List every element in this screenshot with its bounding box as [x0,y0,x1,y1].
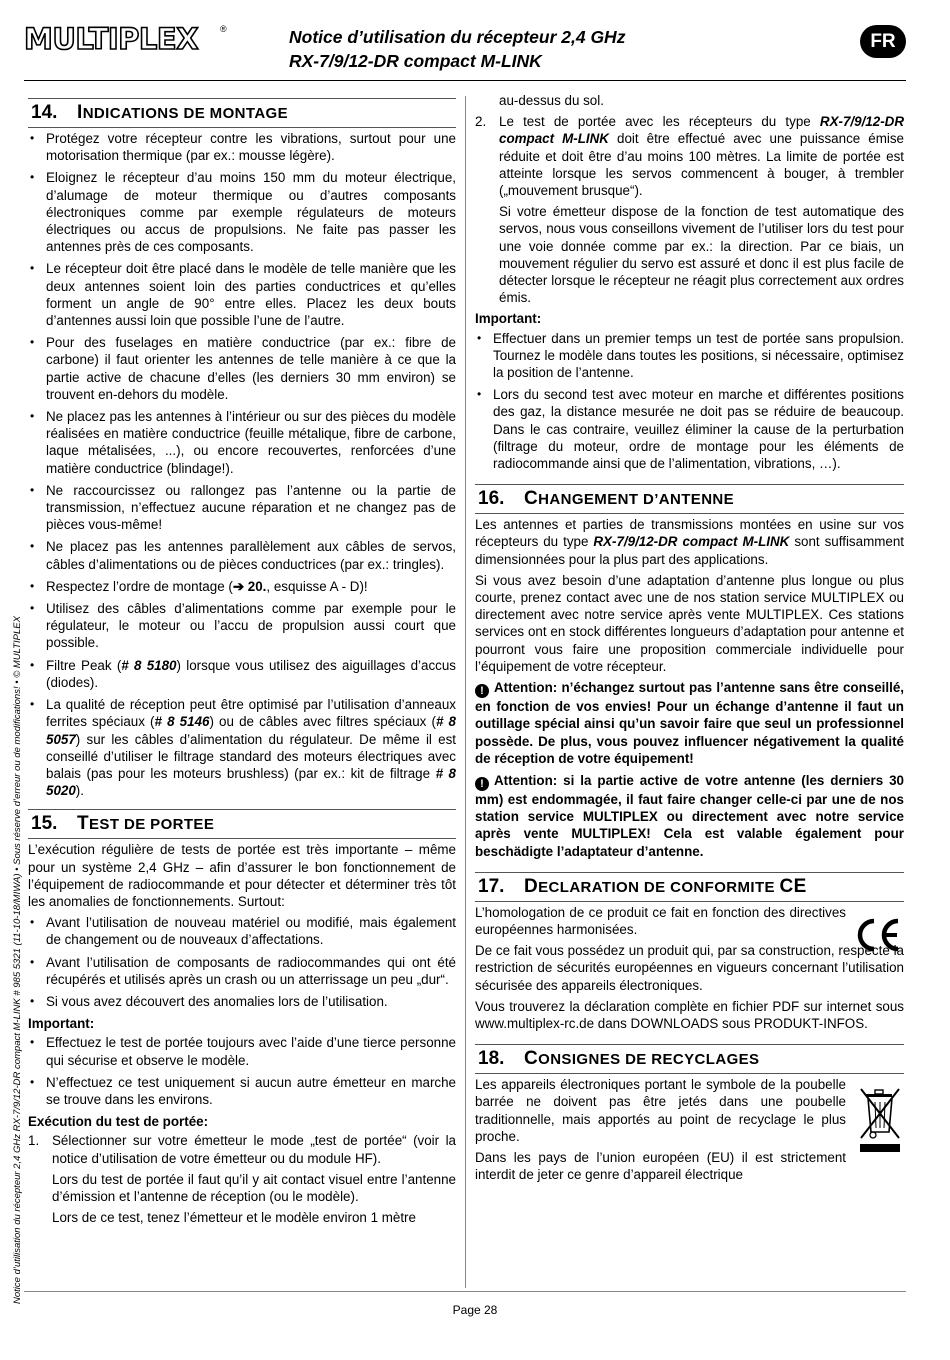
list-item: • Respectez l’ordre de montage (➔ 20., esquisse A - D)! [28,578,456,595]
mounting-list [28,130,456,799]
section-17 [475,872,904,1032]
important-list [475,330,904,473]
list-item: • Pour des fuselages en matière conductrice (par ex.: fibre de carbone) il faut orienter les antennes de telle manière à ce que la partie active de chacune d’elles (les derniers 30 mm environ) se trouvent en-dehors du modèle. [28,334,456,403]
important-label: Important: [475,311,542,327]
important-label: Important: [28,1016,95,1032]
paragraph: Dans les pays de l’union européen (EU) il est strictement interdit de jeter ce genre d’appareil électrique [475,1149,846,1183]
section-number: 16. [478,488,505,510]
list-item: • Ne placez pas les antennes parallèlement aux câbles de servos, câbles d’alimentations ou de pièces conductrices (par ex.: tringles). [28,538,456,572]
page-header [0,0,950,84]
left-column [28,92,456,1230]
page-number: Page 28 [452,1303,498,1317]
footer-rule [24,1291,906,1292]
logo-text: MULTIPLEX [24,22,199,56]
range-test-list [28,914,456,1010]
list-item: • Filtre Peak (# 8 5180) lorsque vous utilisez des aiguillages d’accus (diodes). [28,657,456,691]
steps-list [28,1132,456,1166]
section-18 [475,1044,904,1183]
list-item: • Lors du second test avec moteur en marche et différentes positions des gaz, la distance mesurée ne doit pas se réduire de beaucoup. Dans le cas contraire, veuillez éliminer la cause de la perturbation (filtrage du moteur, ordre de montage pour les éléments de radiocommande ainsi que de l’alimentation, vibrations, …). [475,386,904,472]
paragraph: Les antennes et parties de transmissions montées en usine sur vos récepteurs du type RX-7/9/12-DR compact M-LINK sont suffisamment dimensionnées pour la plus part des applications. [475,517,904,567]
section-number: 15. [31,813,58,835]
section-heading [475,872,904,902]
list-item: • Si vous avez découvert des anomalies lors de l’utilisation. [28,993,456,1010]
list-item: • Avant l’utilisation de nouveau matériel ou modifié, mais également de changement ou de nouveaux d’affectations. [28,914,456,948]
multiplex-logo [24,22,227,56]
paragraph: Si vous avez besoin d’une adaptation d’antenne plus longue ou plus courte, prenez contact avec une de nos station service MULTIPLEX ou directement avec notre service après vente MULTIPLEX. Ces stations services ont en stock différentes longueurs d’adaptation pour antenne et pourront vous faire une proposition commerciale individuelle pour l’équipement de votre récepteur. [475,572,904,674]
execution-label: Exécution du test de portée: [28,1114,209,1130]
section-title: INDICATIONS DE MONTAGE [77,102,289,123]
paragraph: L’homologation de ce produit ce fait en fonction des directives européennes harmonisées. [475,904,846,937]
section-heading [28,98,456,128]
step-item: 2. Le test de portée avec les récepteurs du type RX-7/9/12-DR compact M-LINK doit être effectué avec une puissance émise réduite et doit être d’au moins 100 mètres. La limite de portée est atteinte lorsque les servos commencent à bouger, à trembler („mouvement brusque“). [475,114,904,199]
list-item: • Protégez votre récepteur contre les vibrations, surtout pour une motorisation thermique (par ex.: mousse légère). [28,130,456,164]
document-title [289,25,625,73]
list-item: • Eloignez le récepteur d’au moins 150 mm du moteur électrique, d’alumage de moteur thermique ou d’autres composants électroniques comme par exemple régulateurs de moteurs électriques ou accus de propulsions. Ne faite pas passer les antennes près de ces composants. [28,169,456,255]
list-item: • Effectuez le test de portée toujours avec l’aide d’une tierce personne qui sécurise et observe le modèle. [28,1034,456,1068]
side-margin-text: Notice d’utilisation du récepteur 2,4 GHz RX-7/9/12-DR compact M-LINK # 985 5321 (11-10-18/MIWA) • Sous réserve d’erreur ou de modifications! • © MULTIPLEX [12,616,23,1304]
steps-list [475,113,904,199]
right-column [475,92,904,1187]
list-item: • Le récepteur doit être placé dans le modèle de telle manière que les deux antennes soient loin des parties conductrices et qu’elles forment un angle de 90° entre elles. Placez les deux bouts d’antennes aussi loin que possible l’une de l’autre. [28,260,456,329]
paragraph: De ce fait vous possédez un produit qui, par sa construction, respecte la restriction de sécurités européennes en vigueurs concernant l’utilisation sécurisée des appareils électroniques. [475,943,904,993]
list-item: • N’effectuez ce test uniquement si aucun autre émetteur en marche se trouve dans les environs. [28,1074,456,1108]
crossed-bin-icon [858,1084,902,1156]
paragraph: Si votre émetteur dispose de la fonction de test automatique des servos, nous vous conseillons vivement de l’utiliser lors du test pour une voie donnée comme par ex.: la direction. Par ce biais, un mouvement régulier du servo est assuré et donc il est plus facile de détecter lorsque le récepteur ne réagit plus correctement aux ordres émis. [499,204,904,306]
section-heading [475,1044,904,1074]
section-title: DECLARATION DE CONFORMITE CE [524,875,807,897]
warning-paragraph: ! Attention: si la partie active de votre antenne (les derniers 30 mm) est endommagée, il faut faire changer celle-ci par une de nos station service MULTIPLEX ou directement avec notre service après vente MULTIPLEX! Cela est valable également pour beschädigte l’adaptateur d’antenne. [475,772,904,859]
section-16 [475,484,904,859]
registered-mark: ® [220,24,227,34]
paragraph: Les appareils électroniques portant le symbole de la poubelle barrée ne doivent pas être jetés dans une poubelle traditionnelle, mais apportés au point de recyclage le plus proche. [475,1077,846,1144]
paragraph: au-dessus du sol. [499,93,604,108]
paragraph: Vous trouverez la déclaration complète en fichier PDF sur internet sous www.multiplex-rc.de dans DOWNLOADS sous PRODUKT-INFOS. [475,998,904,1031]
title-line-2: RX-7/9/12-DR compact M-LINK [289,51,542,71]
paragraph: L’exécution régulière de tests de portée est très importante – même pour un système 2,4 GHz – afin d’assurer le bon fonctionnement de l’équipement de radiocommande et pour détecter et déterminer très tôt les anomalies de fonctionnements. Surtout: [28,842,456,909]
warning-paragraph: ! Attention: n’échangez surtout pas l’antenne sans être conseillé, en fonction de vos envies! Pour un échange d’antenne il faut un outillage spécial ainsi qu’un savoir faire que seul un professionnel possède. De plus, vous pouvez influencer négativement la qualité de réception de votre équipement! [475,680,904,766]
column-divider [465,96,466,1288]
warning-icon: ! [475,777,489,791]
section-title: TEST DE PORTEE [77,813,215,835]
ce-mark-icon [854,917,902,953]
section-number: 17. [478,875,505,897]
list-item: • Ne placez pas les antennes à l’intérieur ou sur des pièces du modèle réalisées en matière conductrice (feuille métalique, fibre de carbone, laque métalisées, ...), ou encore recouvertes, renforcées d’une matière conductrice (blindage!). [28,408,456,477]
section-title: CHANGEMENT D’ANTENNE [524,488,735,510]
section-title: CONSIGNES DE RECYCLAGES [524,1048,760,1070]
list-item: • Ne raccourcissez ou rallongez pas l’antenne ou la partie de transmission, n’effectuez aucune réparation et ne changez pas de pièces vous-même! [28,482,456,534]
section-number: 18. [478,1048,505,1070]
header-rule [24,80,906,81]
important-list [28,1034,456,1108]
section-heading [475,484,904,514]
paragraph: Lors de ce test, tenez l’émetteur et le modèle environ 1 mètre [52,1210,416,1226]
list-item: • Avant l’utilisation de composants de radiocommandes qui ont été récupérés et utilisés après un crash ou un atterrissage un peu „dur“. [28,954,456,988]
arrow-icon: ➔ [232,578,245,594]
warning-icon: ! [475,684,489,698]
step-item: 1. Sélectionner sur votre émetteur le mode „test de portée“ (voir la notice d’utilisation de votre émetteur ou du module HF). [28,1133,456,1166]
section-15 [28,809,456,1226]
section-heading [28,809,456,839]
paragraph: Lors du test de portée il faut qu’il y ait contact visuel entre l’antenne d’émission et l’antenne de réception (ou le modèle). [52,1171,456,1204]
list-item: • La qualité de réception peut être optimisé par l’utilisation d’anneaux ferrites spéciaux (# 8 5146) ou de câbles avec filtres spéciaux (# 8 5057) sur les câbles d’alimentation du régulateur. De même il est conseillé d’utiliser le filtrage standard des moteurs électriques avec balais (pas pour les moteurs brushless) (par ex.: kit de filtrage # 8 5020). [28,696,456,799]
section-14 [28,92,456,799]
list-item: • Effectuer dans un premier temps un test de portée sans propulsion. Tournez le modèle dans toutes les positions, si nécessaire, optimisez la position de l’antenne. [475,330,904,382]
section-number: 14. [31,102,58,123]
title-line-1: Notice d’utilisation du récepteur 2,4 GHz [289,27,626,47]
language-badge: FR [860,25,906,58]
list-item: • Utilisez des câbles d’alimentations comme par exemple pour le régulateur, le moteur ou l’accu de propulsion aussi court que possible. [28,600,456,652]
